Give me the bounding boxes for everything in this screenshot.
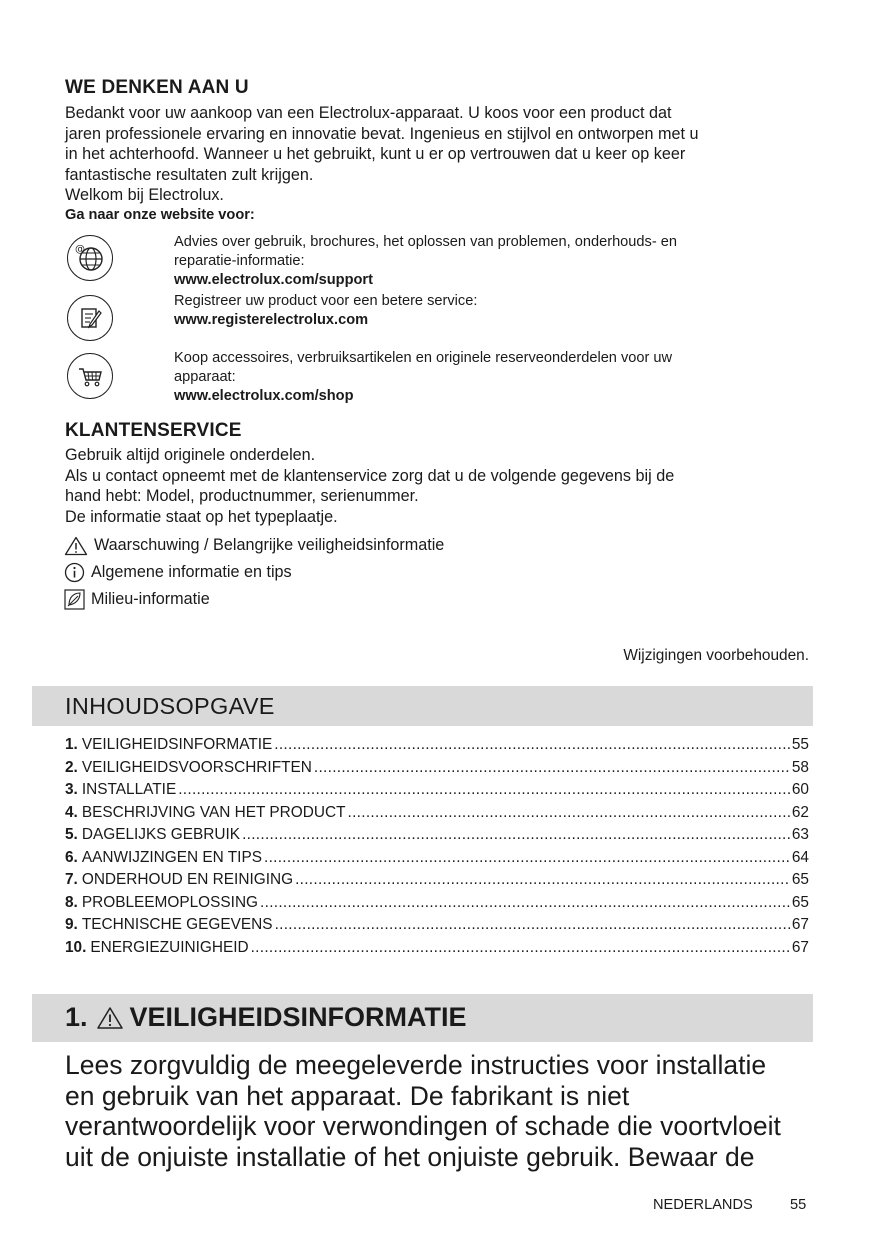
toc-leader (274, 736, 790, 754)
customer-care-text (65, 445, 825, 527)
legend-text: Waarschuwing / Belangrijke veiligheidsinformatie (94, 536, 445, 554)
legend-text: Milieu-informatie (91, 590, 210, 608)
paragraph-line: fantastische resultaten zult krijgen. (65, 165, 314, 184)
toc-number: 7. (65, 871, 78, 888)
paragraph-line: hand hebt: Model, productnummer, serienummer. (65, 487, 419, 505)
legend-warning (64, 532, 444, 559)
toc-label: VEILIGHEIDSINFORMATIE (81, 736, 273, 753)
toc-label: ENERGIEZUINIGHEID (90, 938, 249, 956)
toc-number: 1. (65, 736, 78, 753)
link-register (174, 292, 477, 330)
link-description: Registreer uw product voor een betere service: (174, 293, 478, 309)
toc-item[interactable] (65, 804, 809, 827)
toc-label: ONDERHOUD EN REINIGING (81, 871, 294, 888)
toc-item[interactable] (65, 939, 809, 962)
toc-page: 63 (791, 826, 809, 843)
safety-header-band (32, 994, 813, 1042)
support-url[interactable]: www.electrolux.com/support (174, 272, 373, 288)
shop-url[interactable]: www.electrolux.com/shop (174, 388, 354, 404)
warning-icon (64, 536, 88, 556)
link-support (174, 233, 677, 290)
changes-reserved: Wijzigingen voorbehouden. (623, 647, 809, 664)
link-description: Advies over gebruik, brochures, het oplossen van problemen, onderhouds- en (174, 234, 677, 250)
toc-item[interactable] (65, 849, 809, 872)
toc-number: 2. (65, 758, 78, 776)
toc-leader (242, 826, 790, 844)
toc-item[interactable] (65, 736, 809, 759)
toc-label: INSTALLATIE (81, 781, 177, 798)
safety-section-number: 1. (65, 1002, 88, 1032)
toc-leader (178, 781, 790, 799)
paragraph-line: verantwoordelijk voor verwondingen of schade die voortvloeit (65, 1111, 781, 1141)
paragraph-line: in het achterhoofd. Wanneer u het gebruikt, kunt u er op vertrouwen dat u keer op keer (65, 145, 686, 163)
toc-label: TECHNISCHE GEGEVENS (81, 916, 273, 933)
toc-number: 6. (65, 848, 78, 866)
legend-environment (64, 586, 444, 613)
welcome-text: Welkom bij Electrolux. (65, 186, 224, 204)
page-number: 55 (790, 1197, 807, 1213)
section-title-thinking: WE DENKEN AAN U (65, 77, 249, 98)
paragraph-line: Als u contact opneemt met de klantenservice zorg dat u de volgende gegevens bij de (65, 466, 675, 485)
toc-number: 9. (65, 916, 78, 933)
toc-page: 62 (791, 803, 809, 821)
paragraph-line: Lees zorgvuldig de meegeleverde instructies voor installatie (65, 1050, 767, 1080)
toc-item[interactable] (65, 759, 809, 782)
toc-label: VEILIGHEIDSVOORSCHRIFTEN (81, 758, 312, 776)
visit-website-label: Ga naar onze website voor: (65, 207, 255, 223)
toc-item[interactable] (65, 781, 809, 804)
toc-page: 58 (791, 758, 809, 776)
toc-leader (295, 871, 790, 889)
section-title-customer-care: KLANTENSERVICE (65, 420, 242, 441)
paragraph-line: Bedankt voor uw aankoop van een Electrolux-apparaat. U koos voor een product dat (65, 104, 672, 122)
leaf-icon (64, 589, 85, 610)
paragraph-line: jaren professionele ervaring en innovatie bevat. Ingenieus en stijlvol en ontworpen met u (65, 124, 699, 143)
toc-leader (348, 804, 790, 822)
toc-item[interactable] (65, 826, 809, 849)
toc-label: PROBLEEMOPLOSSING (81, 893, 259, 911)
toc-number: 5. (65, 826, 78, 843)
paragraph-line: uit de onjuiste installatie of het onjuiste gebruik. Bewaar de (65, 1141, 755, 1172)
toc-item[interactable] (65, 894, 809, 917)
toc-number: 10. (65, 938, 87, 956)
toc-leader (264, 849, 790, 867)
toc-page: 60 (791, 781, 809, 798)
toc-header-band (32, 686, 813, 726)
info-icon (64, 562, 85, 583)
toc-page: 55 (791, 736, 809, 753)
toc-leader (275, 916, 790, 934)
toc-label: DAGELIJKS GEBRUIK (81, 826, 241, 843)
toc-item[interactable] (65, 871, 809, 894)
link-shop (174, 349, 672, 406)
safety-title: VEILIGHEIDSINFORMATIE (129, 1002, 467, 1032)
toc-title: INHOUDSOPGAVE (65, 693, 275, 719)
toc-page: 64 (791, 848, 809, 866)
toc-number: 8. (65, 893, 78, 911)
footer-language: NEDERLANDS (653, 1197, 753, 1213)
link-description: Koop accessoires, verbruiksartikelen en originele reserveonderdelen voor uw (174, 350, 673, 366)
toc-page: 67 (791, 916, 809, 933)
toc-page: 65 (791, 893, 809, 911)
toc-leader (251, 939, 790, 957)
cart-icon (67, 353, 113, 399)
legend-info (64, 559, 444, 586)
toc-leader (314, 759, 790, 777)
globe-icon (67, 235, 113, 281)
toc-number: 3. (65, 781, 78, 798)
paragraph-line: Gebruik altijd originele onderdelen. (65, 446, 316, 464)
legend-text: Algemene informatie en tips (91, 563, 292, 581)
toc-label: BESCHRIJVING VAN HET PRODUCT (81, 803, 346, 821)
link-description: reparatie-informatie: (174, 253, 305, 269)
thanks-paragraph (65, 103, 825, 206)
link-description: apparaat: (174, 369, 236, 385)
safety-intro (65, 1050, 855, 1172)
symbol-legend (64, 532, 444, 613)
toc-number: 4. (65, 803, 78, 821)
paragraph-line: en gebruik van het apparaat. De fabrikant is niet (65, 1080, 630, 1111)
warning-icon (96, 1006, 124, 1030)
register-icon (67, 295, 113, 341)
toc-label: AANWIJZINGEN EN TIPS (81, 848, 262, 866)
toc-list (65, 736, 809, 961)
toc-item[interactable] (65, 916, 809, 939)
toc-leader (260, 894, 790, 912)
safety-heading (65, 1002, 467, 1033)
paragraph-line: De informatie staat op het typeplaatje. (65, 507, 338, 526)
register-url[interactable]: www.registerelectrolux.com (174, 312, 369, 328)
svg-text:@: @ (75, 244, 85, 255)
toc-page: 65 (791, 871, 809, 888)
toc-page: 67 (791, 938, 809, 956)
